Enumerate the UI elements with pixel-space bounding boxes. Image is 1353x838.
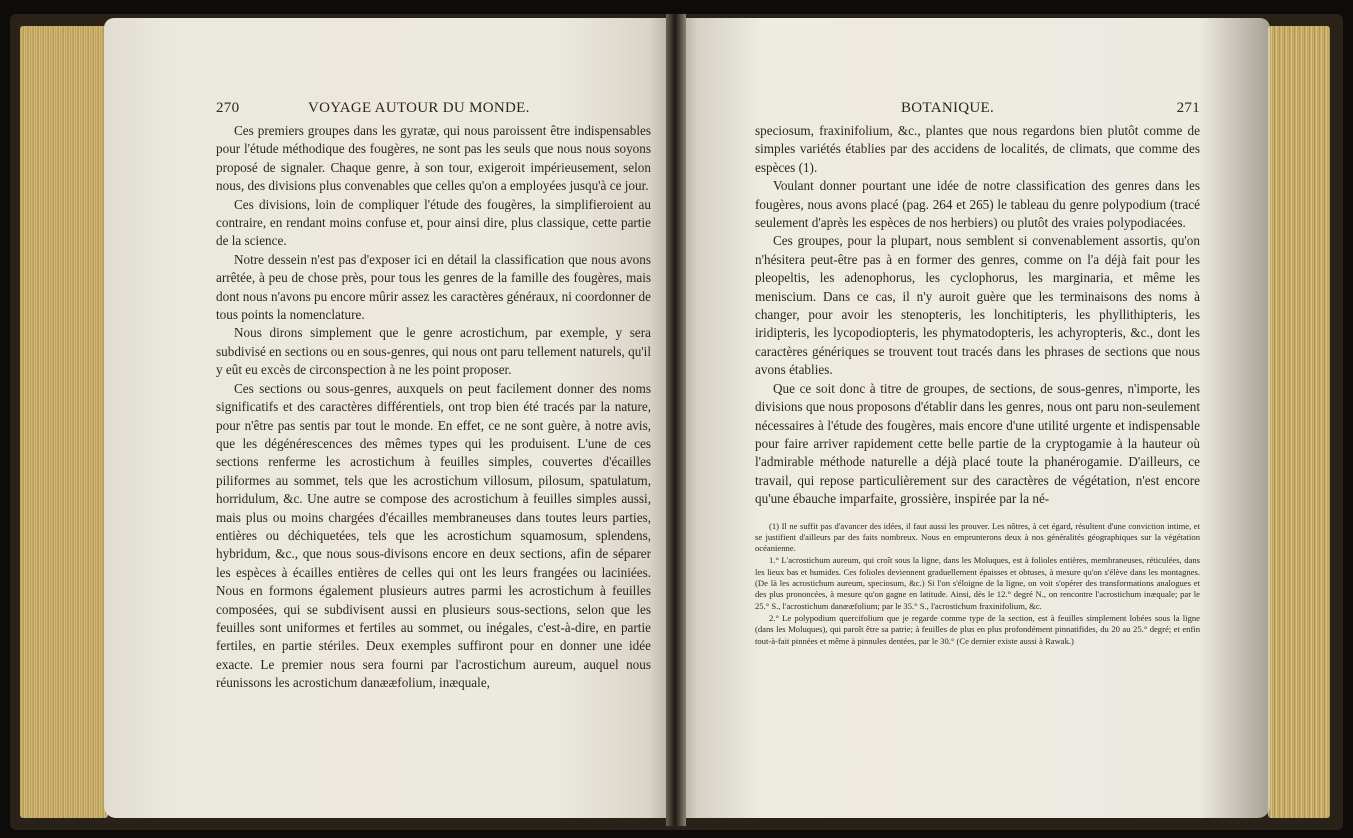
left-page-edges [20,26,108,818]
footnote: (1) Il ne suffit pas d'avancer des idées, il faut aussi les prouver. Les nôtres, à cet égard, résultent d'une conviction intime, et se justifient d'ailleurs par des faits nombreux. Nous en emprunterons deux à nos généralités géographiques sur la végétation océanienne. [755,520,1200,554]
footnote: 2.° Le polypodium quercifolium que je regarde comme type de la section, est à feuilles simplement lobées sous la ligne (dans les Moluques), qui paroît être sa patrie; à feuilles de plus en plus profondément pinnatifides, du 20 au 25.° degré; et enfin tout-à-fait pinnées et même à pinnules dentées, par le 30.° (Ce dernier existe aussi à Rawak.) [755,612,1200,646]
right-page-body [755,122,1200,509]
running-head: VOYAGE AUTOUR DU MONDE. [308,100,530,116]
page-number: 270 [216,100,240,116]
left-page-header [216,100,651,122]
right-page-edges [1268,26,1330,818]
paragraph: Nous dirons simplement que le genre acrostichum, par exemple, y sera subdivisé en sections ou en sous-genres, qui nous ont paru tellement naturels, qu'il y eût eu excès de circonspection à ne les point proposer. [216,325,651,378]
footnotes [755,521,1200,647]
paragraph: Ces groupes, pour la plupart, nous semblent si convenablement assortis, qu'on n'hésitera peut-être pas à en former des genres, comme on l'a déjà fait pour les pleopeltis, les adenophorus, les cyclophorus, les marginaria, et même les meniscium. Dans ce cas, il n'y auroit guère que les terminaisons des noms à changer, pour avoir les stenopteris, les lonchitipteris, les phyllithipteris, les iridipteris, les lycopodiopteris, les phymatodopteris, les achyropteris, &c., dont les caractères génériques se trouvent tout tracés dans les phrases de sections que nous avons établies. [755,233,1200,378]
paragraph: speciosum, fraxinifolium, &c., plantes que nous regardons bien plutôt comme de simples variétés établies par des accidens de localités, de climats, que comme des espèces (1). [755,123,1200,175]
footnote: 1.° L'acrostichum aureum, qui croît sous la ligne, dans les Moluques, est à folioles entières, membraneuses, réticulées, dans les lieux bas et humides. Ces folioles deviennent graduellement épaisses et obtuses, à mesure qu'on s'élève dans les montagnes. (De là les acrostichum aureum, speciosum, &c.) Si l'on s'éloigne de la ligne, on voit s'opérer des transformations analogues et des plus prononcées, à mesure qu'on gagne en latitude. Ainsi, dès le 12.° degré N., on rencontre l'acrostichum inæquale; par le 25.° S., l'acrostichum danææfolium; par le 35.° S., l'acrostichum fraxinifolium, &c. [755,555,1200,611]
left-page-body [216,122,651,693]
paragraph: Que ce soit donc à titre de groupes, de sections, de sous-genres, n'importe, les divisions que nous proposons d'établir dans les genres, nous ont paru non-seulement nécessaires à l'étude des fougères, mais encore d'une utilité urgente et indispensable pour faire arriver rapidement cette belle partie de la cryptogamie à la hauteur où l'admirable méthode naturelle a déjà placé toute la phanérogamie. D'ailleurs, ce travail, qui repose particulièrement sur des caractères de végétation, n'est encore qu'une ébauche imparfaite, grossière, inspirée par la né- [755,380,1200,507]
running-head: BOTANIQUE. [901,100,995,116]
paragraph: Ces sections ou sous-genres, auxquels on peut facilement donner des noms significatifs et des caractères différentiels, ont trop bien été tracés par la nature, pour n'être pas sentis par tout le monde. En effet, ce ne sont guère, à notre avis, que les dégénérescences des mêmes types qui les produisent. L'une de ces sections renferme les acrostichum à feuilles simples, couvertes d'écailles piliformes au sommet, tels que les acrostichum villosum, pilosum, spatulatum, horridulum, &c. Une autre se compose des acrostichum à feuilles simples aussi, mais plus ou moins chargées d'écailles membraneuses dans toutes leurs parties, entières ou déchiquetées, tels que les acrostichum squamosum, splendens, hybridum, &c., que nous sous-divisons encore en deux sections, afin de séparer les espèces à écailles entières de celles qui ont les leurs frangées ou laciniées. Nous en formons également plusieurs autres parmi les acrostichum à feuilles composées, qui se subdivisent aussi en plusieurs sous-sections, selon que les feuilles sont uniformes et fertiles au sommet, ou inégales, c'est-à-dire, en partie fertiles, en partie stériles. Deux exemples suffiront pour en donner une idée exacte. Le premier nous sera fourni par l'acrostichum aureum, auquel nous réunissons les acrostichum danææfolium, inæquale, [216,380,651,691]
paragraph: Ces premiers groupes dans les gyratæ, qui nous paroissent être indispensables pour l'étude méthodique des fougères, ne sont pas les seuls que nous nous soyons proposé de signaler. Chaque genre, à son tour, exigeroit impérieusement, selon nous, des divisions plus convenables que celles qu'on a employées jusqu'à ce jour. [216,123,651,194]
page-number: 271 [1176,100,1200,116]
left-page [104,18,672,818]
right-page-header [755,100,1200,122]
paragraph: Ces divisions, loin de compliquer l'étude des fougères, la simplifieroient au contraire, en rendant moins confuse et, pour ainsi dire, plus classique, cette partie de la science. [216,196,651,249]
book-gutter [666,14,686,826]
right-page [680,18,1270,818]
paragraph: Notre dessein n'est pas d'exposer ici en détail la classification que nous avons arrêtée, à peu de chose près, pour tous les genres de la famille des fougères, mais dont nous n'avons pu encore mûrir assez les caractères généraux, ni coordonner de tous points la nomenclature. [216,251,651,323]
paragraph: Voulant donner pourtant une idée de notre classification des genres dans les fougères, nous avons placé (pag. 264 et 265) le tableau du genre polypodium (tracé seulement d'après les espèces de nos herbiers) ou plutôt des vraies polypodiacées. [755,178,1200,231]
